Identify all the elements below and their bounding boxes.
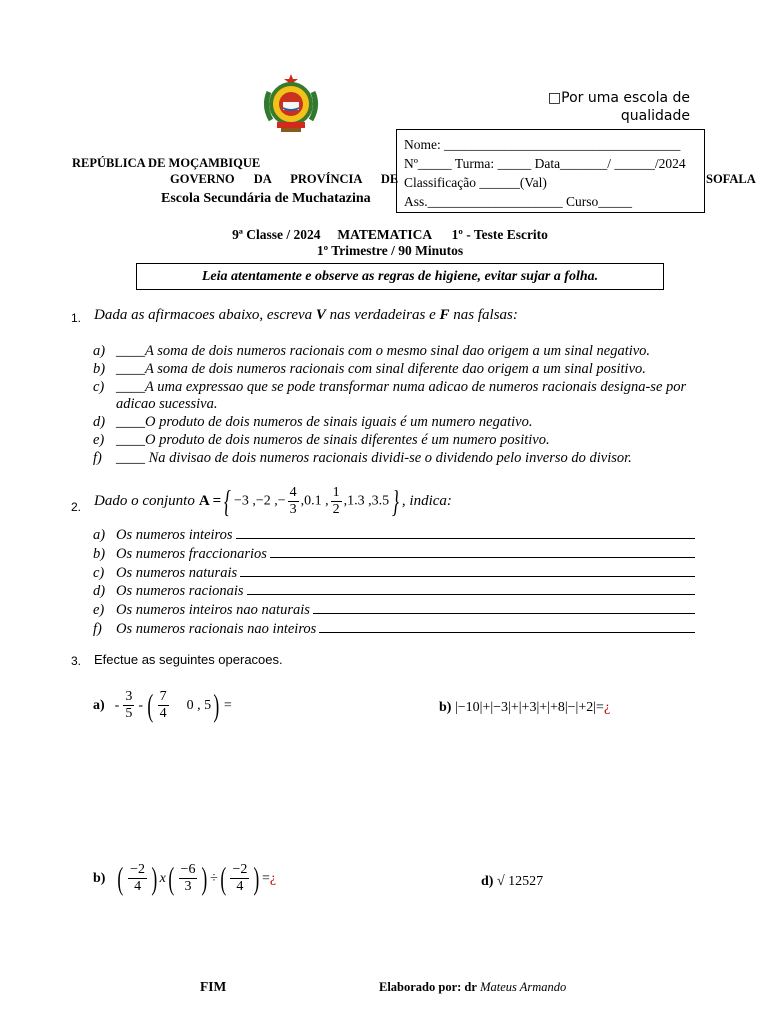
set-part: −3 ,−2 ,− xyxy=(233,493,286,509)
item-text: Os numeros racionais xyxy=(116,583,244,600)
decimal-value: 0 , 5 xyxy=(186,697,212,713)
open-paren: ( xyxy=(117,860,124,896)
set-close-brace: } xyxy=(392,483,400,519)
fraction-numerator: −2 xyxy=(232,862,248,877)
expression: |−10|+|−3|+|+3|+|+8|−|+2|= xyxy=(454,700,604,715)
minus-sign: - xyxy=(114,697,120,713)
close-paren: ) xyxy=(213,687,220,723)
fraction xyxy=(230,862,249,895)
item-label: f) xyxy=(93,449,102,466)
fraction xyxy=(331,485,342,518)
item-text[interactable]: ____A soma de dois numeros racionais com o mesmo sinal dao origem a um sinal negativo. xyxy=(116,343,651,359)
hygiene-notice: Leia atentamente e observe as regras de higiene, evitar sujar a folha. xyxy=(136,263,664,290)
exam-trimester: 1º Trimestre / 90 Minutos xyxy=(316,243,464,258)
item-label: a) xyxy=(93,343,106,359)
fraction-numerator: 7 xyxy=(159,689,167,704)
item-label: b) xyxy=(93,360,106,377)
author-credit xyxy=(379,980,566,995)
question-2-number: 2. xyxy=(71,500,82,514)
item-text[interactable]: ____O produto de dois numeros de sinais iguais é um numero negativo. xyxy=(116,414,533,431)
fraction-numerator: 4 xyxy=(289,485,297,500)
minus-sign: - xyxy=(138,697,144,713)
operation-label: b) xyxy=(439,700,452,715)
author-name: Mateus Armando xyxy=(480,980,567,994)
item-text: Os numeros inteiros nao naturais xyxy=(116,602,310,619)
coat-of-arms-emblem xyxy=(261,72,321,138)
school-motto: □Por uma escola de qualidade xyxy=(547,90,690,124)
exam-class-line: 9ª Classe / 2024 MATEMATICA 1º - Teste Escrito xyxy=(232,227,548,242)
expression: √ 12527 xyxy=(496,874,544,889)
list-item xyxy=(93,450,705,468)
operation-a xyxy=(93,687,232,724)
open-paren: ( xyxy=(147,687,154,723)
divide-sign: ÷ xyxy=(210,870,218,886)
item-label: d) xyxy=(93,414,106,431)
set-elements xyxy=(234,485,389,518)
name-field[interactable]: Nome: ___________________________________ xyxy=(404,137,681,152)
fraction-denominator: 3 xyxy=(289,502,297,517)
question-3-prompt: Efectue as seguintes operacoes. xyxy=(94,652,283,667)
number-class-date-field[interactable]: Nº_____ Turma: _____ Data_______/ ______/2024 xyxy=(404,156,686,171)
list-item xyxy=(93,361,705,379)
item-text: Os numeros inteiros xyxy=(116,527,233,543)
answer-line[interactable] xyxy=(236,526,695,539)
operation-label: d) xyxy=(481,874,494,889)
answer-mark: ¿ xyxy=(269,870,277,886)
classification-field[interactable]: Classificação ______(Val) xyxy=(404,175,547,190)
list-item xyxy=(93,564,695,583)
fraction-denominator: 5 xyxy=(125,706,133,721)
operation-label: a) xyxy=(93,697,105,713)
fraction xyxy=(158,689,169,722)
item-text: Os numeros racionais nao inteiros xyxy=(116,620,317,637)
item-label: e) xyxy=(93,431,105,448)
operation-c xyxy=(93,860,276,897)
fraction-numerator: −6 xyxy=(180,862,196,877)
end-marker: FIM xyxy=(200,979,227,994)
item-text[interactable]: ____O produto de dois numeros de sinais diferentes é um numero positivo. xyxy=(116,431,550,448)
item-label: a) xyxy=(93,527,106,543)
list-item xyxy=(93,545,695,564)
list-item xyxy=(93,620,695,639)
item-text: Os numeros fraccionarios xyxy=(116,545,267,562)
school-name: Escola Secundária de Muchatazina xyxy=(161,191,371,206)
question-3-number: 3. xyxy=(71,654,82,668)
question-2-prompt xyxy=(94,483,452,520)
question-1-items xyxy=(93,343,705,468)
q2-prompt-text: , indica: xyxy=(401,493,452,509)
q1-prompt-text: nas falsas: xyxy=(449,307,518,323)
fraction-denominator: 2 xyxy=(332,502,340,517)
item-text[interactable]: ____ Na divisao de dois numeros racionais dividi-se o dividendo pelo inverso do divisor. xyxy=(116,449,632,466)
list-item xyxy=(93,414,705,432)
fraction-numerator: 1 xyxy=(332,485,340,500)
answer-mark: ¿ xyxy=(603,700,611,715)
set-open-brace: { xyxy=(224,483,232,519)
fraction xyxy=(128,862,147,895)
list-item xyxy=(93,343,705,361)
student-info-box xyxy=(396,129,705,213)
item-label: c) xyxy=(93,378,105,395)
item-text[interactable]: ____A uma expressao que se pode transformar numa adicao de numeros racionais designa-se por adicao sucessiva. xyxy=(116,378,687,413)
operation-d xyxy=(481,874,543,890)
q1-prompt-text: Dada as afirmacoes abaixo, escreva xyxy=(94,307,316,323)
item-label: c) xyxy=(93,564,105,581)
close-paren: ) xyxy=(201,860,208,896)
answer-line[interactable] xyxy=(313,601,695,614)
q2-prompt-text: Dado o conjunto xyxy=(94,493,195,509)
fraction-numerator: 3 xyxy=(125,689,133,704)
multiply-sign: x xyxy=(159,870,166,886)
fraction-numerator: −2 xyxy=(130,862,146,877)
item-label: e) xyxy=(93,602,105,619)
operation-label: b) xyxy=(93,870,106,886)
republic-title: REPÚBLICA DE MOÇAMBIQUE xyxy=(72,156,261,170)
open-paren: ( xyxy=(220,860,227,896)
answer-line[interactable] xyxy=(247,582,695,595)
list-item xyxy=(93,526,695,545)
close-paren: ) xyxy=(151,860,158,896)
government-title: GOVERNO DA PROVÍNCIA DE xyxy=(170,172,399,186)
signature-course-field[interactable]: Ass.____________________ Curso_____ xyxy=(404,194,633,209)
q1-prompt-text: nas verdadeiras e xyxy=(325,307,440,323)
province-name: SOFALA xyxy=(706,172,756,186)
fraction xyxy=(123,689,134,722)
fraction-denominator: 3 xyxy=(184,879,192,894)
q1-f-marker: F xyxy=(439,307,450,323)
list-item xyxy=(93,379,705,415)
equals-sign: = xyxy=(223,697,232,713)
question-1-prompt xyxy=(94,307,518,324)
list-item xyxy=(93,601,695,620)
q1-v-marker: V xyxy=(315,307,326,323)
open-paren: ( xyxy=(168,860,175,896)
item-text[interactable]: ____A soma de dois numeros racionais com sinal diferente dao origem a um sinal positivo. xyxy=(116,360,646,377)
operation-b xyxy=(439,700,610,716)
answer-line[interactable] xyxy=(240,564,695,577)
fraction-denominator: 4 xyxy=(236,879,244,894)
fraction-denominator: 4 xyxy=(159,706,167,721)
set-part: ,0.1 , xyxy=(300,493,329,509)
fraction-denominator: 4 xyxy=(134,879,142,894)
answer-line[interactable] xyxy=(319,620,695,633)
fraction xyxy=(179,862,198,895)
question-2-items xyxy=(93,526,695,639)
set-part: ,1.3 ,3.5 xyxy=(343,493,390,509)
question-1-number: 1. xyxy=(71,311,82,325)
equals-sign: = xyxy=(262,870,270,886)
item-label: f) xyxy=(93,620,102,637)
item-label: d) xyxy=(93,583,106,600)
item-label: b) xyxy=(93,545,106,562)
author-credit-label: Elaborado por: dr xyxy=(379,980,477,994)
list-item xyxy=(93,582,695,601)
list-item xyxy=(93,432,705,450)
fraction xyxy=(288,485,299,518)
set-name: A = xyxy=(198,493,222,509)
item-text: Os numeros naturais xyxy=(116,564,238,581)
close-paren: ) xyxy=(253,860,260,896)
answer-line[interactable] xyxy=(270,545,695,558)
